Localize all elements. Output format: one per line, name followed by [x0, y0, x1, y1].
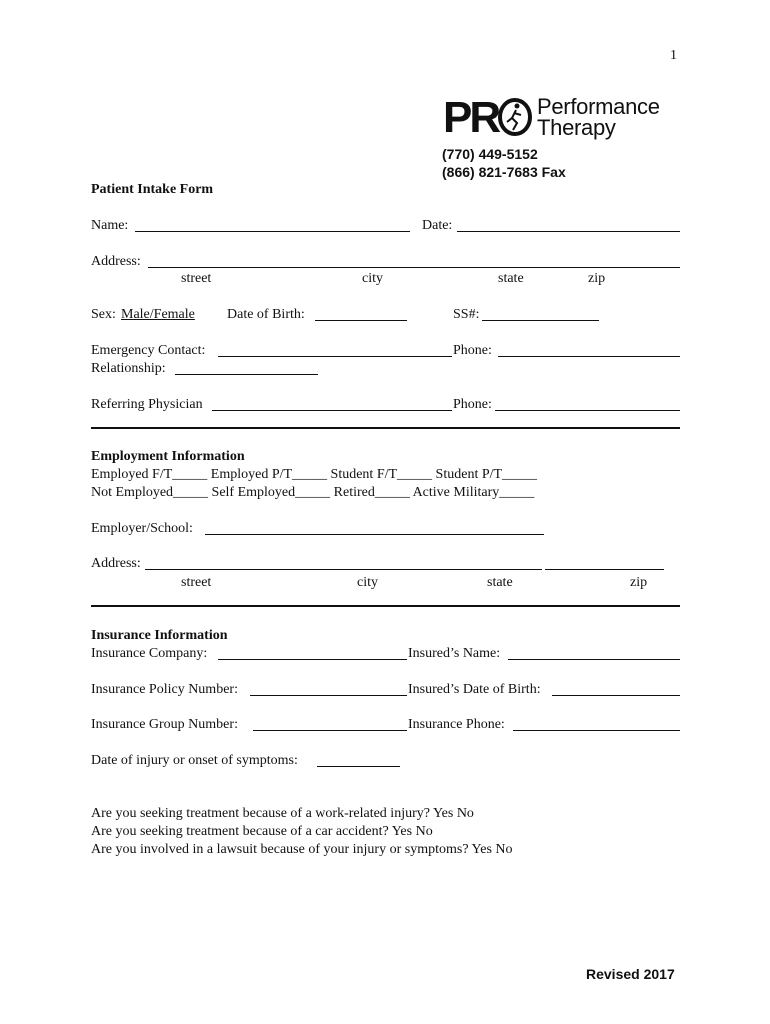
- address-field[interactable]: [148, 267, 680, 268]
- insurance-company-label: Insurance Company:: [91, 646, 208, 661]
- revised-note: Revised 2017: [586, 966, 675, 982]
- address-zip-caption: zip: [588, 271, 606, 286]
- physician-phone-field[interactable]: [495, 410, 680, 411]
- employer-zip-field[interactable]: [545, 569, 664, 570]
- ss-field[interactable]: [482, 320, 599, 321]
- emergency-phone-label: Phone:: [453, 343, 492, 358]
- logo-pro-text: PR: [443, 93, 499, 142]
- insurance-phone-label: Insurance Phone:: [408, 717, 505, 732]
- insurance-phone-field[interactable]: [513, 730, 680, 731]
- address-street-caption: street: [181, 271, 212, 286]
- question-car-accident[interactable]: Are you seeking treatment because of a car accident? Yes No: [91, 824, 433, 839]
- injury-date-label: Date of injury or onset of symptoms:: [91, 753, 298, 768]
- ss-label: SS#:: [453, 307, 480, 322]
- dob-label: Date of Birth:: [227, 307, 305, 322]
- insured-name-label: Insured’s Name:: [408, 646, 501, 661]
- employment-heading: Employment Information: [91, 449, 245, 464]
- employment-options-row1[interactable]: Employed F/T_____ Employed P/T_____ Student F/T_____ Student P/T_____: [91, 467, 538, 482]
- address-city-caption: city: [362, 271, 383, 286]
- referring-physician-field[interactable]: [212, 410, 452, 411]
- address-label: Address:: [91, 254, 141, 269]
- policy-number-label: Insurance Policy Number:: [91, 682, 238, 697]
- runner-o-icon: [497, 96, 533, 138]
- emergency-contact-label: Emergency Contact:: [91, 343, 206, 358]
- section-divider: [91, 605, 680, 607]
- clinic-fax: (866) 821-7683 Fax: [442, 164, 566, 180]
- date-field[interactable]: [457, 231, 680, 232]
- emergency-phone-field[interactable]: [498, 356, 680, 357]
- employer-address-label: Address:: [91, 556, 141, 571]
- referring-physician-label: Referring Physician: [91, 397, 203, 412]
- question-lawsuit[interactable]: Are you involved in a lawsuit because of your injury or symptoms? Yes No: [91, 842, 513, 857]
- insured-name-field[interactable]: [508, 659, 680, 660]
- employer-street-caption: street: [181, 575, 212, 590]
- sex-value[interactable]: Male/Female: [121, 307, 195, 322]
- form-title: Patient Intake Form: [91, 182, 214, 197]
- employer-zip-caption: zip: [630, 575, 648, 590]
- employer-field[interactable]: [205, 534, 544, 535]
- name-field[interactable]: [135, 231, 410, 232]
- relationship-label: Relationship:: [91, 361, 166, 376]
- insurance-company-field[interactable]: [218, 659, 407, 660]
- policy-number-field[interactable]: [250, 695, 407, 696]
- logo-performance: Performance: [537, 94, 660, 119]
- date-label: Date:: [422, 218, 453, 233]
- employer-label: Employer/School:: [91, 521, 193, 536]
- page-number: 1: [670, 48, 677, 63]
- employer-address-field[interactable]: [145, 569, 542, 570]
- dob-field[interactable]: [315, 320, 407, 321]
- insured-dob-field[interactable]: [552, 695, 680, 696]
- insurance-heading: Insurance Information: [91, 628, 228, 643]
- physician-phone-label: Phone:: [453, 397, 492, 412]
- employer-state-caption: state: [487, 575, 513, 590]
- clinic-phone: (770) 449-5152: [442, 146, 538, 162]
- emergency-contact-field[interactable]: [218, 356, 452, 357]
- group-number-label: Insurance Group Number:: [91, 717, 238, 732]
- group-number-field[interactable]: [253, 730, 407, 731]
- insured-dob-label: Insured’s Date of Birth:: [408, 682, 541, 697]
- address-state-caption: state: [498, 271, 524, 286]
- section-divider: [91, 427, 680, 429]
- employer-city-caption: city: [357, 575, 378, 590]
- sex-label: Sex:: [91, 307, 116, 322]
- relationship-field[interactable]: [175, 374, 318, 375]
- employment-options-row2[interactable]: Not Employed_____ Self Employed_____ Retired_____ Active Military_____: [91, 485, 535, 500]
- name-label: Name:: [91, 218, 129, 233]
- injury-date-field[interactable]: [317, 766, 400, 767]
- question-work-injury[interactable]: Are you seeking treatment because of a work-related injury? Yes No: [91, 806, 474, 821]
- logo-therapy: Therapy: [537, 115, 616, 140]
